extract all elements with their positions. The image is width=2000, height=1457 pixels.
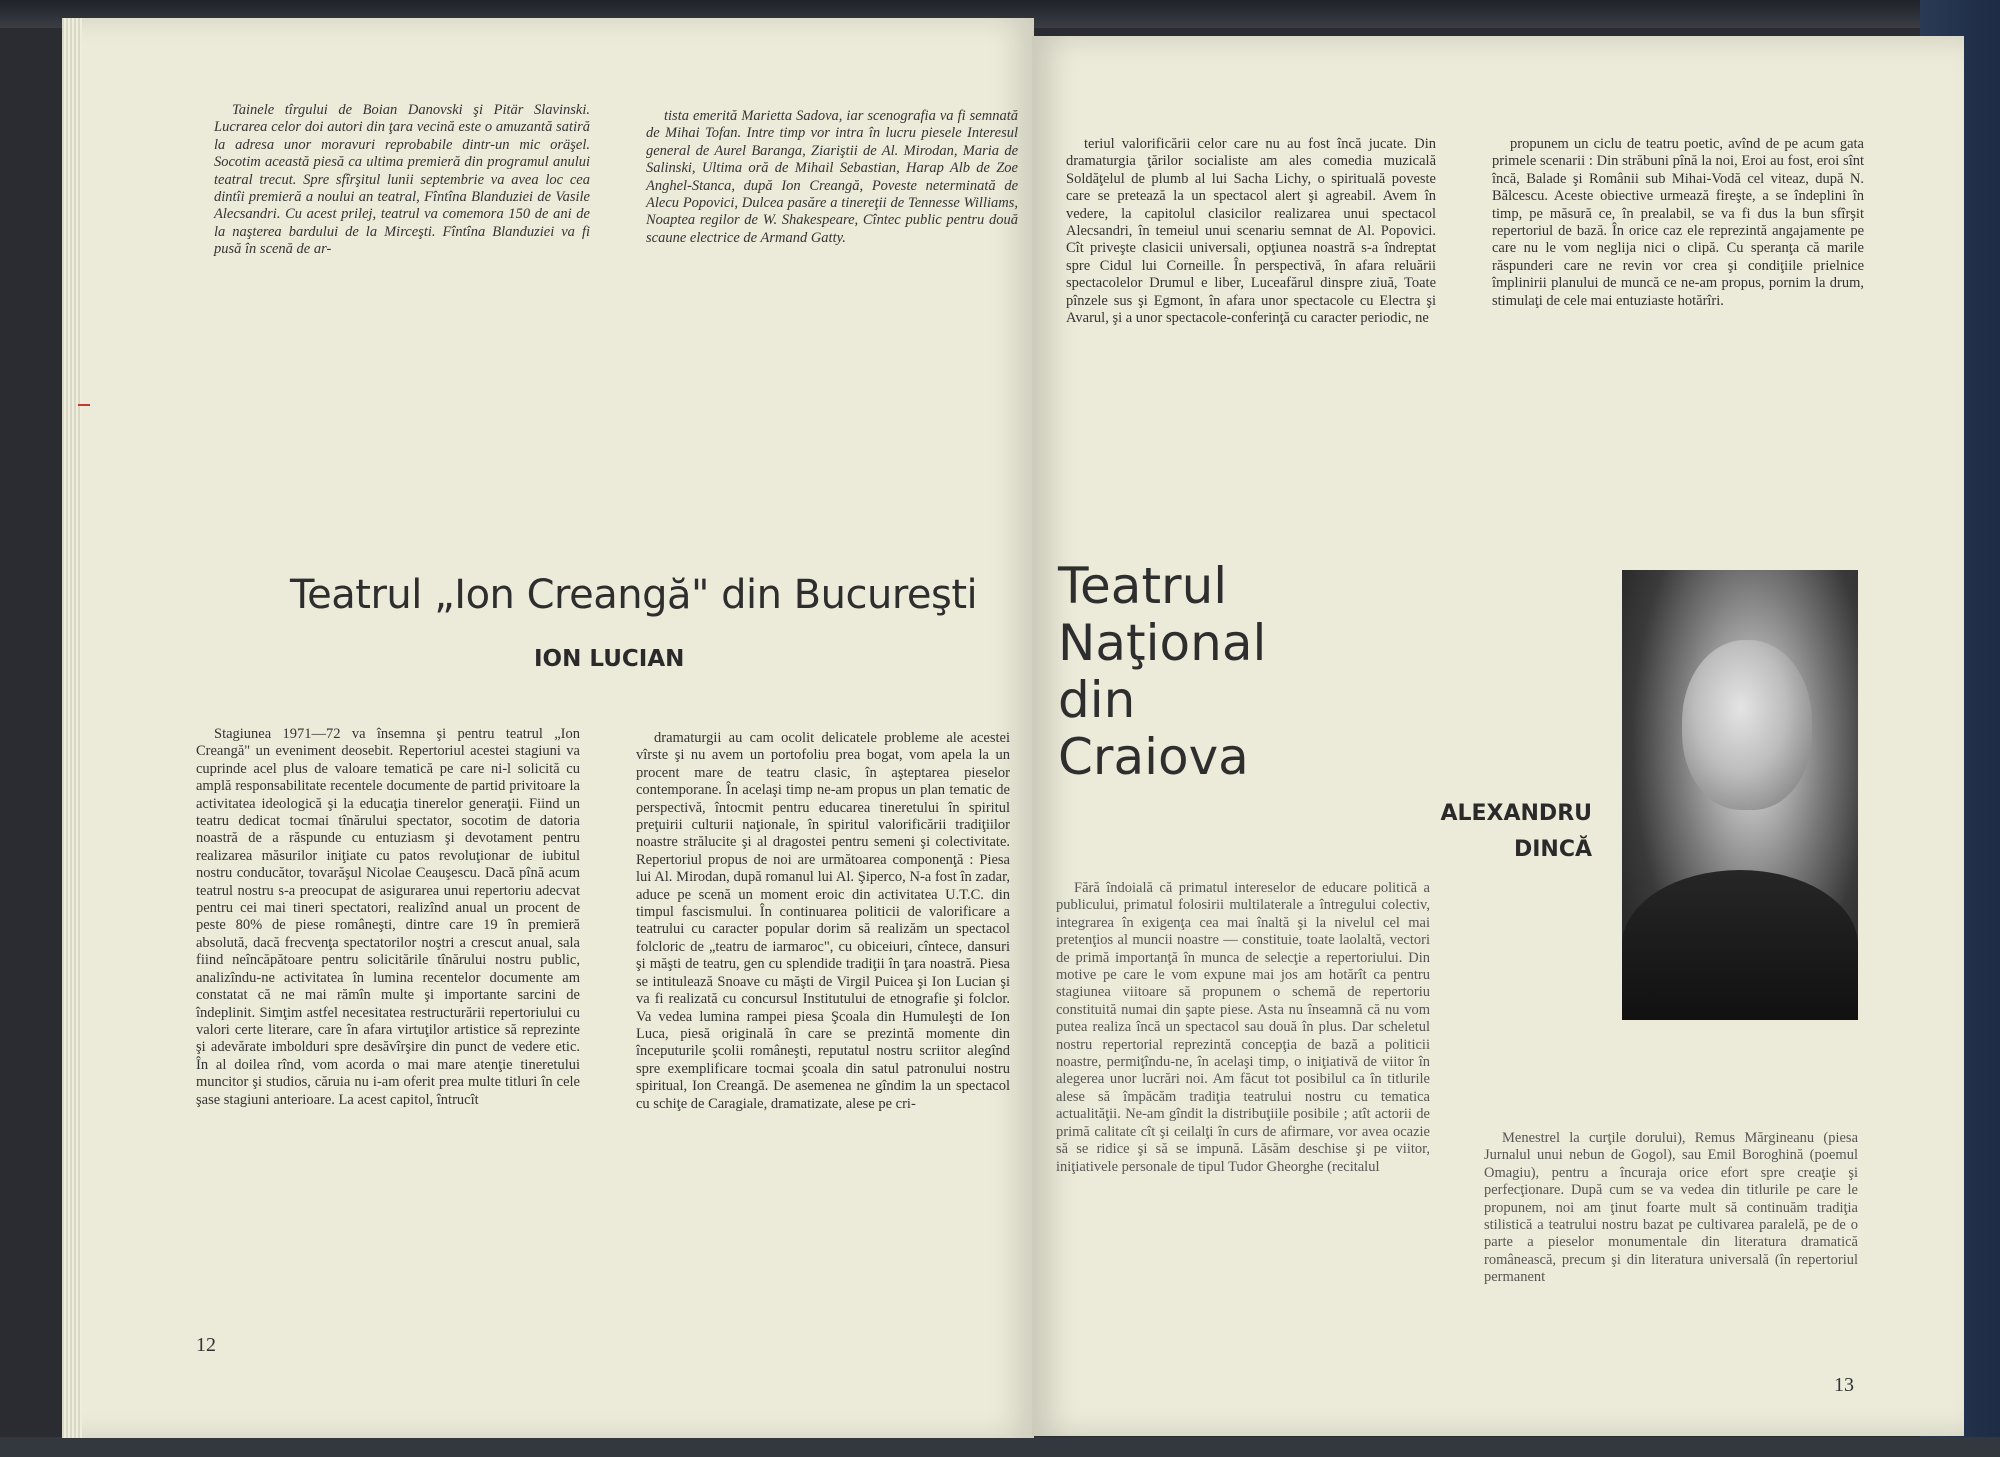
paragraph: Menestrel la curţile dorului), Remus Mărgineanu (piesa Jurnalul unui nebun de Gogol), sau Emil Boroghină (poemul Omagiu), pentru a încuraja orice efort spre creaţie şi perfecţionare. După cum se va vedea din titlurile pe care le propunem, noi am ţinut foarte mult să continuăm tradiţia stilistică a teatrului nostru bazat pe cultivarea paralelă, pe de o parte a pieselor monumentale din literatura dramatică românească, precum şi din literatura universală (în repertoriul permanent: [1484, 1130, 1858, 1286]
page-number-right: 13: [1834, 1374, 1854, 1396]
right-body-column-1: [1056, 880, 1430, 1176]
left-top-column-2: [646, 108, 1018, 247]
paragraph: Fără îndoială că primatul intereselor de educare politică a publicului, primatul folosirii multilaterale a întregului colectiv, integrarea în exigenţa cea mai înaltă şi la nivelul cel mai pretenţios al muncii noastre — constituie, toate laolaltă, vectori de primă importanţă în munca de selecţie a repertoriului. Din motive pe care le vom expune mai jos am hotărît ca pentru stagiunea viitoare să propunem o schemă de repertoriu constituită numai din şapte piese. Asta nu înseamnă că nu vom putea realiza încă un spectacol sau două în plus. Dar scheletul nostru repertorial reprezintă concepţia de bază a politicii noastre, permiţîndu-ne, în acelaşi timp, o iniţiativă de viitor în alegerea unor lucrări noi. Am făcut tot posibilul ca în titlurile alese să împăcăm tradiţia teatrului nostru cu tematica actualităţii. Ne-am gîndit la distribuţiile posibile ; atît actorii de primă calitate cît şi ceilalţi în curs de afirmare, vor avea ocazie să se ridice şi să se impună. Lăsăm deschise şi pe viitor, iniţiativele personale de tipul Tudor Gheorghe (recitalul: [1056, 880, 1430, 1175]
paragraph: Tainele tîrgului de Boian Danovski şi Pitär Slavinski. Lucrarea celor doi autori din ţara vecină este o amuzantă satiră la adresa unor moravuri reprobabile dintr-un mic oräşel. Socotim această piesă ca ultima premieră din programul anului teatral trecut. Spre sfîrşitul lunii septembrie va avea loc cea dintîi premieră a noului an teatral, Fîntîna Blanduziei de Vasile Alecsandri. Cu acest prilej, teatrul va comemora 150 de ani de la naşterea bardului de la Mirceşti. Fîntîna Blanduziei va fi pusă în scenă de ar-: [214, 102, 590, 258]
paragraph: propunem un ciclu de teatru poetic, avînd de pe acum gata primele scenarii : Din străbuni pînă la noi, Eroi au fost, eroi sînt încă, Balade şi Românii sub Mihai-Vodă cel viteaz, după N. Bălcescu. Aceste obiective urmează fireşte, a se îndeplini în timp, pe măsură ce, în prealabil, se va fi dus la bun sfîrşit repertoriul de bază. În orice caz ele reprezintă angajamente pe care nu le vom neglija nici o clipă. Cu speranţa că marile răspunderi care ne revin vor crea şi condiţiile prielnice împlinirii planului de muncă ce ne-am propus, pornim la drum, stimulaţi de cele mai entuziaste hotărîri.: [1492, 136, 1864, 309]
page-number-left: 12: [196, 1334, 216, 1356]
right-top-column-1: [1066, 136, 1436, 327]
portrait-face: [1682, 640, 1812, 810]
left-body-column-1: [196, 726, 580, 1109]
left-body-column-2: [636, 730, 1010, 1113]
paragraph: Stagiunea 1971—72 va însemna şi pentru teatrul „Ion Creangă" un eveniment deosebit. Repertoriul acestei stagiuni va cuprinde acel plus de valoare tematică pe care ni-l solicită cu amplă responsabilitate recentele documente de partid privitoare la activitatea ideologică şi la educaţia tinerelor generaţii. Fiind un teatru dedicat tocmai tînărului spectator, socotim de datoria noastră de a răspunde cu entuziasm şi devotament pentru realizarea măsurilor iniţiate cu patos revoluţionar de iubitul nostru conducător, tovarăşul Nicolae Ceauşescu. Dacă pînă acum teatrul nostru s-a preocupat de asigurarea unui repertoriu adecvat pentru cei mai tineri spectatori, realizînd anual un procent de peste 80% de piese româneşti, dintre care 19 în premieră absolută, dacă frecvenţa spectatorilor noştri a crescut anual, sala fiind neîncăpătoare pentru solicitările tînărului nostru public, analizîndu-ne activitatea în lumina recentelor documente am constatat că ne mai rămîn multe şi importante sarcini de îndeplinit. Simţim astfel necesitatea restructurării repertoriului cu valori certe literare, care în afara virtuţilor artistice să reprezinte şi adevărate imbolduri spre desăvîrşire din punct de vedere etic. În al doilea rînd, vom acorda o mai mare atenţie tineretului muncitor şi studios, căruia nu i-am oferit prea multe titluri în cele şase stagiuni anterioare. La acest capitol, întrucît: [196, 726, 580, 1108]
author-line: DINCĂ: [1513, 837, 1592, 862]
title-line: Teatrul: [1058, 557, 1228, 615]
article-author-right: [1430, 796, 1592, 868]
article-title-right: [1058, 558, 1266, 786]
author-line: ALEXANDRU: [1440, 801, 1592, 826]
title-line: Craiova: [1058, 728, 1249, 786]
author-portrait-photo: [1622, 570, 1858, 1020]
left-top-column-1: [214, 102, 590, 259]
right-top-column-2: [1492, 136, 1864, 310]
paragraph: dramaturgii au cam ocolit delicatele probleme ale acestei vîrste şi nu avem un portofoliu prea bogat, vom apela la un procent mare de teatru clasic, în aşteptarea pieselor contemporane. În acelaşi timp ne-am propus un plan tematic de perspectivă, întocmit pentru educarea tineretului în spiritul preţuirii culturii naţionale, în spiritul valorificării tradiţiilor noastre strălucite şi al dragostei pentru semeni şi colectivitate. Repertoriul propus de noi are următoarea componenţă : Piesa lui Al. Mirodan, după romanul lui Al. Şiperco, N-a fost în zadar, aduce pe scenă un moment eroic din activitatea U.T.C. din timpul fascismului. În continuarea politicii de valorificare a teatrului cu caracter popular dorim să realizăm un spectacol folcloric de „teatru de iarmaroc", cu obiceiuri, cîntece, dansuri şi măşti de teatru, gen cu splendide tradiţii în ţara noastră. Piesa se intitulează Snoave cu măşti de Virgil Puicea şi Ion Lucian şi va fi realizată cu concursul Institutului de etnografie şi folclor. Va vedea lumina rampei piesa Şcoala din Humuleşti de Ion Luca, piesă originală în care se prezintă momente din începuturile şcolii româneşti, reputatul nostru scriitor alegînd spre exemplificare tocmai şcoala din satul patronului nostru spiritual, Ion Creangă. De asemenea ne gîndim la un spectacol cu schiţe de Caragiale, dramatizate, alese pe cri-: [636, 730, 1010, 1112]
title-line: din: [1058, 671, 1136, 729]
article-title-left: Teatrul „Ion Creangă" din Bucureşti: [290, 572, 978, 618]
paragraph: teriul valorificării celor care nu au fost încă jucate. Din dramaturgia ţărilor socialiste am ales comedia muzicală Soldăţelul de plumb al lui Sacha Lichy, o spirituală poveste care se pretează la un spectacol alert şi agreabil. Avem în vedere, la capitolul clasicilor realizarea unui spectacol Alecsandri, în temeiul unui scenariu semnat de Al. Popovici. Cît priveşte clasicii universali, opţiunea noastră s-a îndreptat spre Cidul lui Corneille. În perspectivă, în afara reluării spectacolelor Drumul e liber, Luceafărul dinspre ziuă, Toate pînzele sus şi Egmont, în afara unor spectacole cu Electra şi Avarul, şi a unor spectacole-conferinţă cu caracter periodic, ne: [1066, 136, 1436, 327]
portrait-shoulders: [1622, 870, 1858, 1020]
article-author-left: ION LUCIAN: [534, 646, 685, 672]
right-body-column-2: [1484, 1130, 1858, 1287]
title-line: Naţional: [1058, 614, 1267, 672]
margin-mark: [78, 404, 90, 406]
page-edge-stack: [62, 18, 82, 1438]
book-binding-bottom: [0, 1437, 2000, 1457]
paragraph: tista emerită Marietta Sadova, iar scenografia va fi semnată de Mihai Tofan. Intre timp vor intra în lucru piesele Interesul general de Aurel Baranga, Ziariştii de Al. Mirodan, Maria de Salinski, Ultima oră de Mihail Sebastian, Harap Alb de Zoe Anghel-Stanca, după Ion Creangă, Poveste neterminată de Alecu Popovici, Dulcea pasăre a tinereţii de Tennesse Williams, Noaptea regilor de W. Shakespeare, Cîntec public pentru două scaune electrice de Armand Gatty.: [646, 108, 1018, 246]
